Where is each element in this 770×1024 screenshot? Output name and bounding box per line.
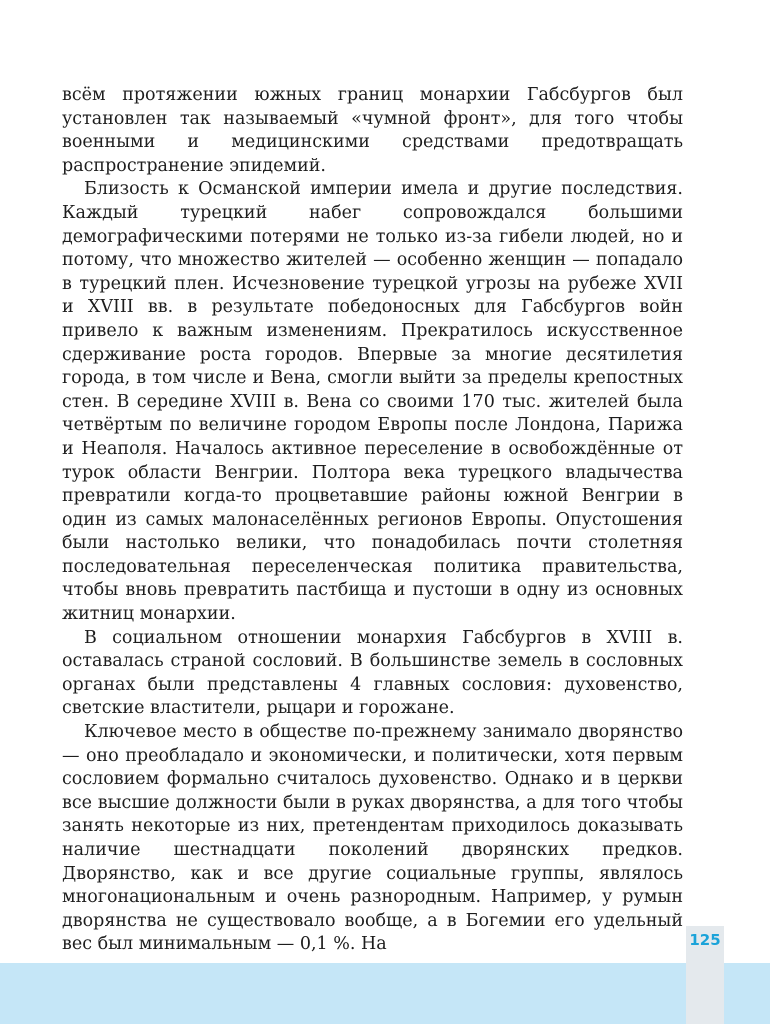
footer-band — [0, 963, 770, 1024]
page-number: 125 — [689, 931, 721, 949]
paragraph-ottoman-consequences: Близость к Османской империи имела и другие последствия. Каждый турецкий набег сопровождался большими демографическими потерями не только из-за гибели людей, но и потому, что множество жителей — особенно женщин — попадало в турецкий плен. Исчезновение турецкой угрозы на рубеже XVII и XVIII вв. в результате победоносных для Габсбургов войн привело к важным изменениям. Прекратилось искусственное сдерживание роста городов. Впервые за многие десятилетия города, в том числе и Вена, смогли выйти за пределы крепостных стен. В середине XVIII в. Вена со своими 170 тыс. жителей была четвёртым по величине городом Европы после Лондона, Парижа и Неаполя. Началось активное переселение в освобождённые от турок области Венгрии. Полтора века турецкого владычества превратили когда-то процветавшие районы южной Венгрии в один из самых малонаселённых регионов Европы. Опустошения были настолько велики, что понадобилась почти столетняя последовательная переселенческая политика правительства, чтобы вновь превратить пастбища и пустоши в одну из основных житниц монархии. — [62, 179, 683, 625]
paragraph-nobility: Ключевое место в обществе по-прежнему занимало дворянство — оно преобладало и экономически, и политически, хотя первым сословием формально считалось духовенство. Однако и в церкви все высшие должности были в руках дворянства, а для того чтобы занять некоторые из них, претендентам приходилось доказывать наличие шестнадцати поколений дворянских предков. Дворянство, как и все другие социальные группы, являлось многонациональным и очень разнородным. Например, у румын дворянства не существовало вообще, а в Богемии его удельный вес был минимальным — 0,1 %. На — [62, 722, 683, 955]
paragraph-social-estates: В социальном отношении монархия Габсбургов в XVIII в. оставалась страной сословий. В большинстве земель в сословных органах были представлены 4 главных сословия: духовенство, светские властители, рыцари и горожане. — [62, 627, 683, 719]
body-text — [62, 84, 683, 957]
paragraph-plague-front: всём протяжении южных границ монархии Габсбургов был установлен так называемый «чумной фронт», для того чтобы военными и медицинскими средствами предотвращать распространение эпидемий. — [62, 85, 683, 176]
